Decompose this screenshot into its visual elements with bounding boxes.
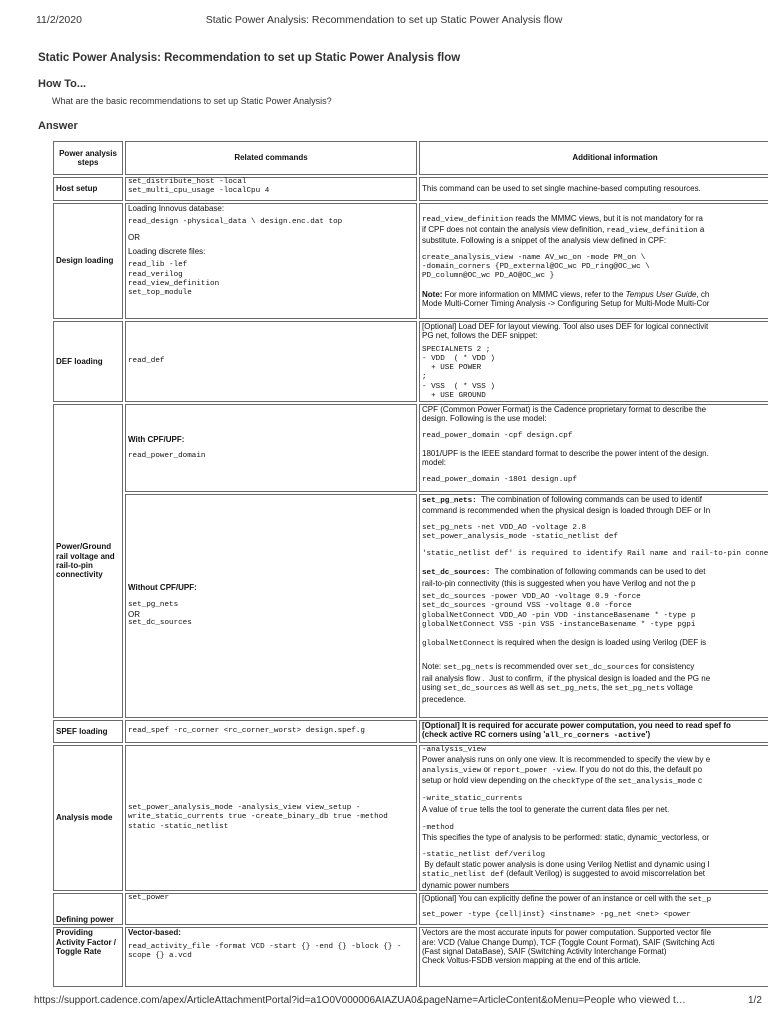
text: if CPF does not contain the analysis view definition, xyxy=(422,225,607,235)
text: of the xyxy=(593,776,619,786)
text-line: [Optional] Load DEF for layout viewing. Tool also uses DEF for logical connectivit xyxy=(422,322,709,331)
cell-mode-command: set_power_analysis_mode -analysis_view view_setup -write_static_currents true -create_binary_db true -method static -static_netlist xyxy=(125,745,417,891)
step-power-ground: Power/Ground rail voltage and rail-to-pin connectivity xyxy=(53,404,123,718)
cell-mode-info xyxy=(419,745,768,891)
inline-code: set_dc_sources xyxy=(443,685,508,694)
table-row-spef-loading xyxy=(53,720,768,743)
text-line: PG net, follows the DEF snippet: xyxy=(422,331,538,341)
text-line: (Fast signal DataBase), SAIF (Switching Activity Interchange Format) xyxy=(422,946,667,956)
text: a xyxy=(697,225,705,235)
code-line: set_top_module xyxy=(128,289,192,298)
code-line: -analysis_view xyxy=(422,746,486,755)
cell-without-cpf-commands xyxy=(125,494,417,718)
text: using xyxy=(422,683,444,693)
code-line: globalNetConnect VDD_AO -pin VDD -instanceBasename * -type p xyxy=(422,611,696,620)
code-line: read_power_domain xyxy=(128,452,206,461)
code-line: PD_column@OC_wc PD_AO@OC_wc } xyxy=(422,272,555,281)
print-header xyxy=(0,14,768,28)
code-line: -static_netlist def/verilog xyxy=(422,850,546,859)
text-line: 1801/UPF is the IEEE standard format to describe the power intent of the design. xyxy=(422,449,709,459)
cell-activity-commands xyxy=(125,927,417,987)
text-line: rail analysis flow . Just to confirm, if the physical design is loaded and the PG ne xyxy=(422,673,711,683)
text: , ch xyxy=(696,289,710,299)
text: For more information on MMMC views, refer to the xyxy=(442,289,626,299)
code-line: read_verilog xyxy=(128,270,183,279)
code-line: + USE POWER xyxy=(422,364,482,373)
table-header-row xyxy=(53,141,768,175)
inline-code: set_p xyxy=(688,896,712,905)
code-line: -domain_corners {PD_external@OC_wc PD_ring@OC_wc \ xyxy=(422,263,650,272)
inline-code: set_dc_sources: xyxy=(422,569,491,578)
text-line: design. Following is the use model: xyxy=(422,414,547,424)
text: Note: xyxy=(422,662,444,672)
code-line: + USE GROUND xyxy=(422,391,486,400)
table-row-def-loading xyxy=(53,321,768,402)
text: (check active RC corners using ' xyxy=(422,730,546,740)
text-line: dynamic power numbers xyxy=(422,880,510,890)
code-line: set_multi_cpu_usage -localCpu 4 xyxy=(128,187,270,196)
cell-host-commands xyxy=(125,177,417,201)
print-page-number: 1/2 xyxy=(748,995,762,1006)
text-line: CPF (Common Power Format) is the Cadence proprietary format to describe the xyxy=(422,405,707,415)
code-line: SPECIALNETS 2 ; xyxy=(422,345,491,354)
howto-question: What are the basic recommendations to set up Static Power Analysis? xyxy=(52,96,332,106)
step-defining-power: Defining power xyxy=(53,893,123,925)
code-line: -write_static_currents xyxy=(422,795,523,804)
doc-reference: Tempus User Guide xyxy=(625,289,697,299)
howto-heading: How To... xyxy=(38,78,87,90)
text-line: model: xyxy=(422,458,447,468)
text: , the xyxy=(596,683,615,693)
code-line: read_power_domain -1801 design.upf xyxy=(422,475,577,484)
text: A value of xyxy=(422,804,460,814)
text: ') xyxy=(645,730,651,740)
code-line: set_dc_sources -ground VSS -voltage 0.0 -force xyxy=(422,602,632,611)
text: or xyxy=(481,764,493,774)
table-row-analysis-mode xyxy=(53,745,768,891)
cell-with-cpf-info xyxy=(419,404,768,492)
code-line: globalNetConnect VSS -pin VSS -instanceBasename * -type pgpi xyxy=(422,620,696,629)
inline-code: all_rc_corners -active xyxy=(545,732,646,741)
print-page-title: Static Power Analysis: Recommendation to set up Static Power Analysis flow xyxy=(205,14,563,26)
inline-code: globalNetConnect xyxy=(422,640,495,649)
cell-spef-command: read_spef -rc_corner <rc_corner_worst> design.spef.g xyxy=(125,720,417,743)
text: voltage xyxy=(664,683,693,693)
header-info: Additional information xyxy=(419,141,768,175)
text-line: Loading Innovus database: xyxy=(128,204,225,213)
inline-code: set_pg_nets xyxy=(443,664,494,673)
code-line: set_dc_sources -power VDD_AO -voltage 0.9 -force xyxy=(422,593,641,602)
text-line: are: VCD (Value Change Dump), TCF (Toggle Count Format), SAIF (Switching Acti xyxy=(422,937,715,947)
text: for consistency xyxy=(638,662,695,672)
inline-code: true xyxy=(459,806,478,815)
cell-define-command: set_power xyxy=(125,893,417,925)
answer-heading: Answer xyxy=(38,120,78,132)
subheading: With CPF/UPF: xyxy=(128,434,185,444)
step-activity: Providing Activity Factor / Toggle Rate xyxy=(53,927,123,987)
cell-host-info: This command can be used to set single machine-based computing resources. xyxy=(419,177,768,201)
text: [Optional] You can explicitly define the power of an instance or cell with the xyxy=(422,894,689,904)
inline-code: set_dc_sources xyxy=(574,664,639,673)
cell-define-info xyxy=(419,893,768,925)
step-analysis-mode: Analysis mode xyxy=(53,745,123,891)
text-line: substitute. Following is a snippet of the analysis view defined in CPF: xyxy=(422,236,667,246)
text-line: Power analysis runs on only one view. It is recommended to specify the view by e xyxy=(422,755,711,765)
subheading: Without CPF/UPF: xyxy=(128,583,197,593)
cell-design-commands xyxy=(125,203,417,319)
cell-spef-info xyxy=(419,720,768,743)
code-line: set_distribute_host -local xyxy=(128,178,247,186)
text: tells the tool to generate the current data files per net. xyxy=(477,804,670,814)
text-line: Vectors are the most accurate inputs for power computation. Supported vector file xyxy=(422,928,712,938)
inline-code: report_power -view xyxy=(492,766,575,775)
code-line: set_dc_sources xyxy=(128,619,192,628)
text-line: By default static power analysis is done using Verilog Netlist and dynamic using I xyxy=(422,859,710,869)
table-row-activity xyxy=(53,927,768,987)
step-design-loading: Design loading xyxy=(53,203,123,319)
text-line: Mode Multi-Corner Timing Analysis -> Configuring Setup for Multi-Mode Multi-Cor xyxy=(422,298,710,308)
inline-code: analysis_view xyxy=(422,766,482,775)
table-row-power-with-cpf xyxy=(53,404,768,492)
text: c xyxy=(695,776,702,786)
code-line: - VDD ( * VDD ) xyxy=(422,355,495,364)
inline-code: set_pg_nets: xyxy=(422,497,477,506)
inline-code: static_netlist def xyxy=(422,871,505,880)
step-host-setup: Host setup xyxy=(53,177,123,201)
print-date: 11/2/2020 xyxy=(36,14,82,26)
print-footer-url: https://support.cadence.com/apex/ArticleAttachmentPortal?id=a1O0V000006AIAZUA0&pageName=ArticleContent&oMenu=People who viewed t… xyxy=(34,995,686,1006)
inline-code: set_pg_nets xyxy=(614,685,665,694)
text-line: precedence. xyxy=(422,694,467,704)
text: . If you do not do this, the default po xyxy=(574,764,703,774)
header-steps: Power analysis steps xyxy=(53,141,123,175)
text: The combination of following commands can be used to identif xyxy=(476,495,703,505)
code-line: 'static_netlist def' is required to identify Rail name and rail-to-pin conne xyxy=(422,550,768,559)
code-line: read_power_domain -cpf design.cpf xyxy=(422,431,573,440)
code-line: ; xyxy=(422,373,427,382)
text-line: This specifies the type of analysis to be performed: static, dynamic_vectorless, or xyxy=(422,833,710,843)
code-line: read_view_definition xyxy=(128,279,220,288)
table-row-defining-power xyxy=(53,893,768,925)
text: (default Verilog) is suggested to avoid miscorrelation bet xyxy=(504,869,706,879)
note-label: Note: xyxy=(422,289,443,299)
text: is recommended over xyxy=(493,662,575,672)
inline-code: read_view_definition xyxy=(422,215,514,224)
inline-code: set_pg_nets xyxy=(546,685,597,694)
text: The combination of following commands can be used to det xyxy=(490,567,706,577)
text-line: command is recommended when the physical design is loaded through DEF or In xyxy=(422,506,711,516)
text-line: rail-to-pin connectivity (this is suggested when you have Verilog and not the p xyxy=(422,578,696,588)
header-commands: Related commands xyxy=(125,141,417,175)
cell-without-cpf-info xyxy=(419,494,768,718)
code-line: read_lib -lef xyxy=(128,261,188,270)
steps-table xyxy=(51,139,768,989)
code-line: - VSS ( * VSS ) xyxy=(422,382,495,391)
text-line: [Optional] It is required for accurate power computation, you need to read spef fo xyxy=(422,721,731,731)
step-def-loading: DEF loading xyxy=(53,321,123,402)
cell-def-info xyxy=(419,321,768,402)
code-line: create_analysis_view -name AV_wc_on -mode PM_on \ xyxy=(422,253,646,262)
text-line: OR xyxy=(128,610,140,620)
code-line: set_power -type {cell|inst} <instname> -pg_net <net> <power xyxy=(422,910,691,919)
code-line: read_design -physical_data \ design.enc.dat top xyxy=(128,218,343,227)
text: setup or hold view depending on the xyxy=(422,776,553,786)
inline-code: set_analysis_mode xyxy=(618,778,696,787)
article-title: Static Power Analysis: Recommendation to set up Static Power Analysis flow xyxy=(38,52,461,64)
code-line: set_pg_nets xyxy=(128,600,179,609)
inline-code: read_view_definition xyxy=(606,227,698,236)
cell-design-info xyxy=(419,203,768,319)
code-line: -method xyxy=(422,824,454,833)
code-line: read_activity_file -format VCD -start {} -end {} -block {} -scope {} a.vcd xyxy=(128,942,402,960)
steps-table-container xyxy=(51,139,768,990)
text: as well as xyxy=(507,683,547,693)
cell-activity-info xyxy=(419,927,768,987)
text-line: Loading discrete files: xyxy=(128,247,206,257)
text: is required when the design is loaded using Verilog (DEF is xyxy=(494,638,707,648)
text-line: Check Voltus-FSDB version mapping at the end of this article. xyxy=(422,956,641,966)
table-row-design-loading xyxy=(53,203,768,319)
text: reads the MMMC views, but it is not mandatory for ra xyxy=(513,213,703,223)
table-row-power-without-cpf xyxy=(53,494,768,718)
cell-def-command: read_def xyxy=(125,321,417,402)
table-row-host-setup xyxy=(53,177,768,201)
text-line: OR xyxy=(128,232,140,242)
cell-with-cpf-commands xyxy=(125,404,417,492)
code-line: set_power_analysis_mode -static_netlist def xyxy=(422,533,618,542)
step-spef-loading: SPEF loading xyxy=(53,720,123,743)
subheading: Vector-based: xyxy=(128,928,181,938)
inline-code: checkType xyxy=(552,778,594,787)
code-line: set_pg_nets -net VDD_AO -voltage 2.8 xyxy=(422,523,587,532)
